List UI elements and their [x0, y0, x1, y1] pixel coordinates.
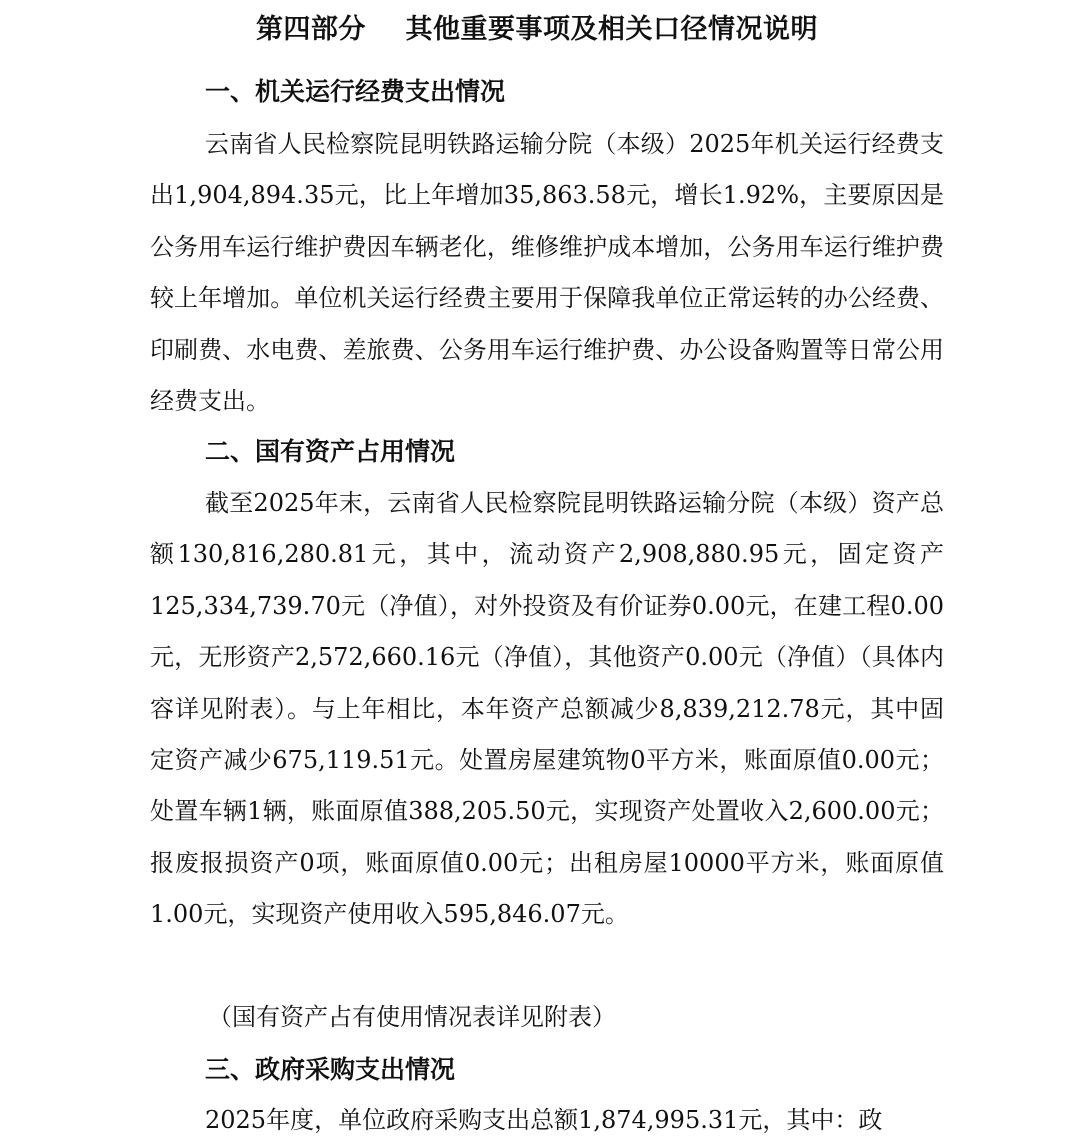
- page-title: 第四部分 其他重要事项及相关口径情况说明: [255, 14, 819, 45]
- paragraph-government-procurement: 2025年度，单位政府采购支出总额1,874,995.31元，其中：政: [205, 1106, 883, 1134]
- paragraph-state-assets: 截至2025年末，云南省人民检察院昆明铁路运输分院（本级）资产总额130,816,280.81元，其中，流动资产2,908,880.95元，固定资产125,334,739.70元（净值），对外投资及有价证券0.00元，在建工程0.00元，无形资产2,572,660.16元（净值），其他资产0.00元（净值）（具体内容详见附表）。与上年相比，本年资产总额减少8,839,212.78元，其中固定资产减少675,119.51元。处置房屋建筑物0平方米，账面原值0.00元；处置车辆1辆，账面原值388,205.50元，实现资产处置收入2,600.00元；报废报损资产0项，账面原值0.00元；出租房屋10000平方米，账面原值1.00元，实现资产使用收入595,846.07元。: [150, 489, 944, 929]
- section-heading-state-assets: 二、国有资产占用情况: [205, 437, 456, 466]
- paragraph-operating-expenses: 云南省人民检察院昆明铁路运输分院（本级）2025年机关运行经费支出1,904,894.35元，比上年增加35,863.58元，增长1.92%，主要原因是公务用车运行维护费因车辆老化，维修维护成本增加，公务用车运行维护费较上年增加。单位机关运行经费主要用于保障我单位正常运转的办公经费、印刷费、水电费、差旅费、公务用车运行维护费、办公设备购置等日常公用经费支出。: [150, 130, 944, 416]
- section-heading-government-procurement: 三、政府采购支出情况: [205, 1055, 456, 1084]
- section-heading-operating-expenses: 一、机关运行经费支出情况: [205, 77, 506, 106]
- assets-table-note: （国有资产占有使用情况表详见附表）: [208, 1003, 616, 1031]
